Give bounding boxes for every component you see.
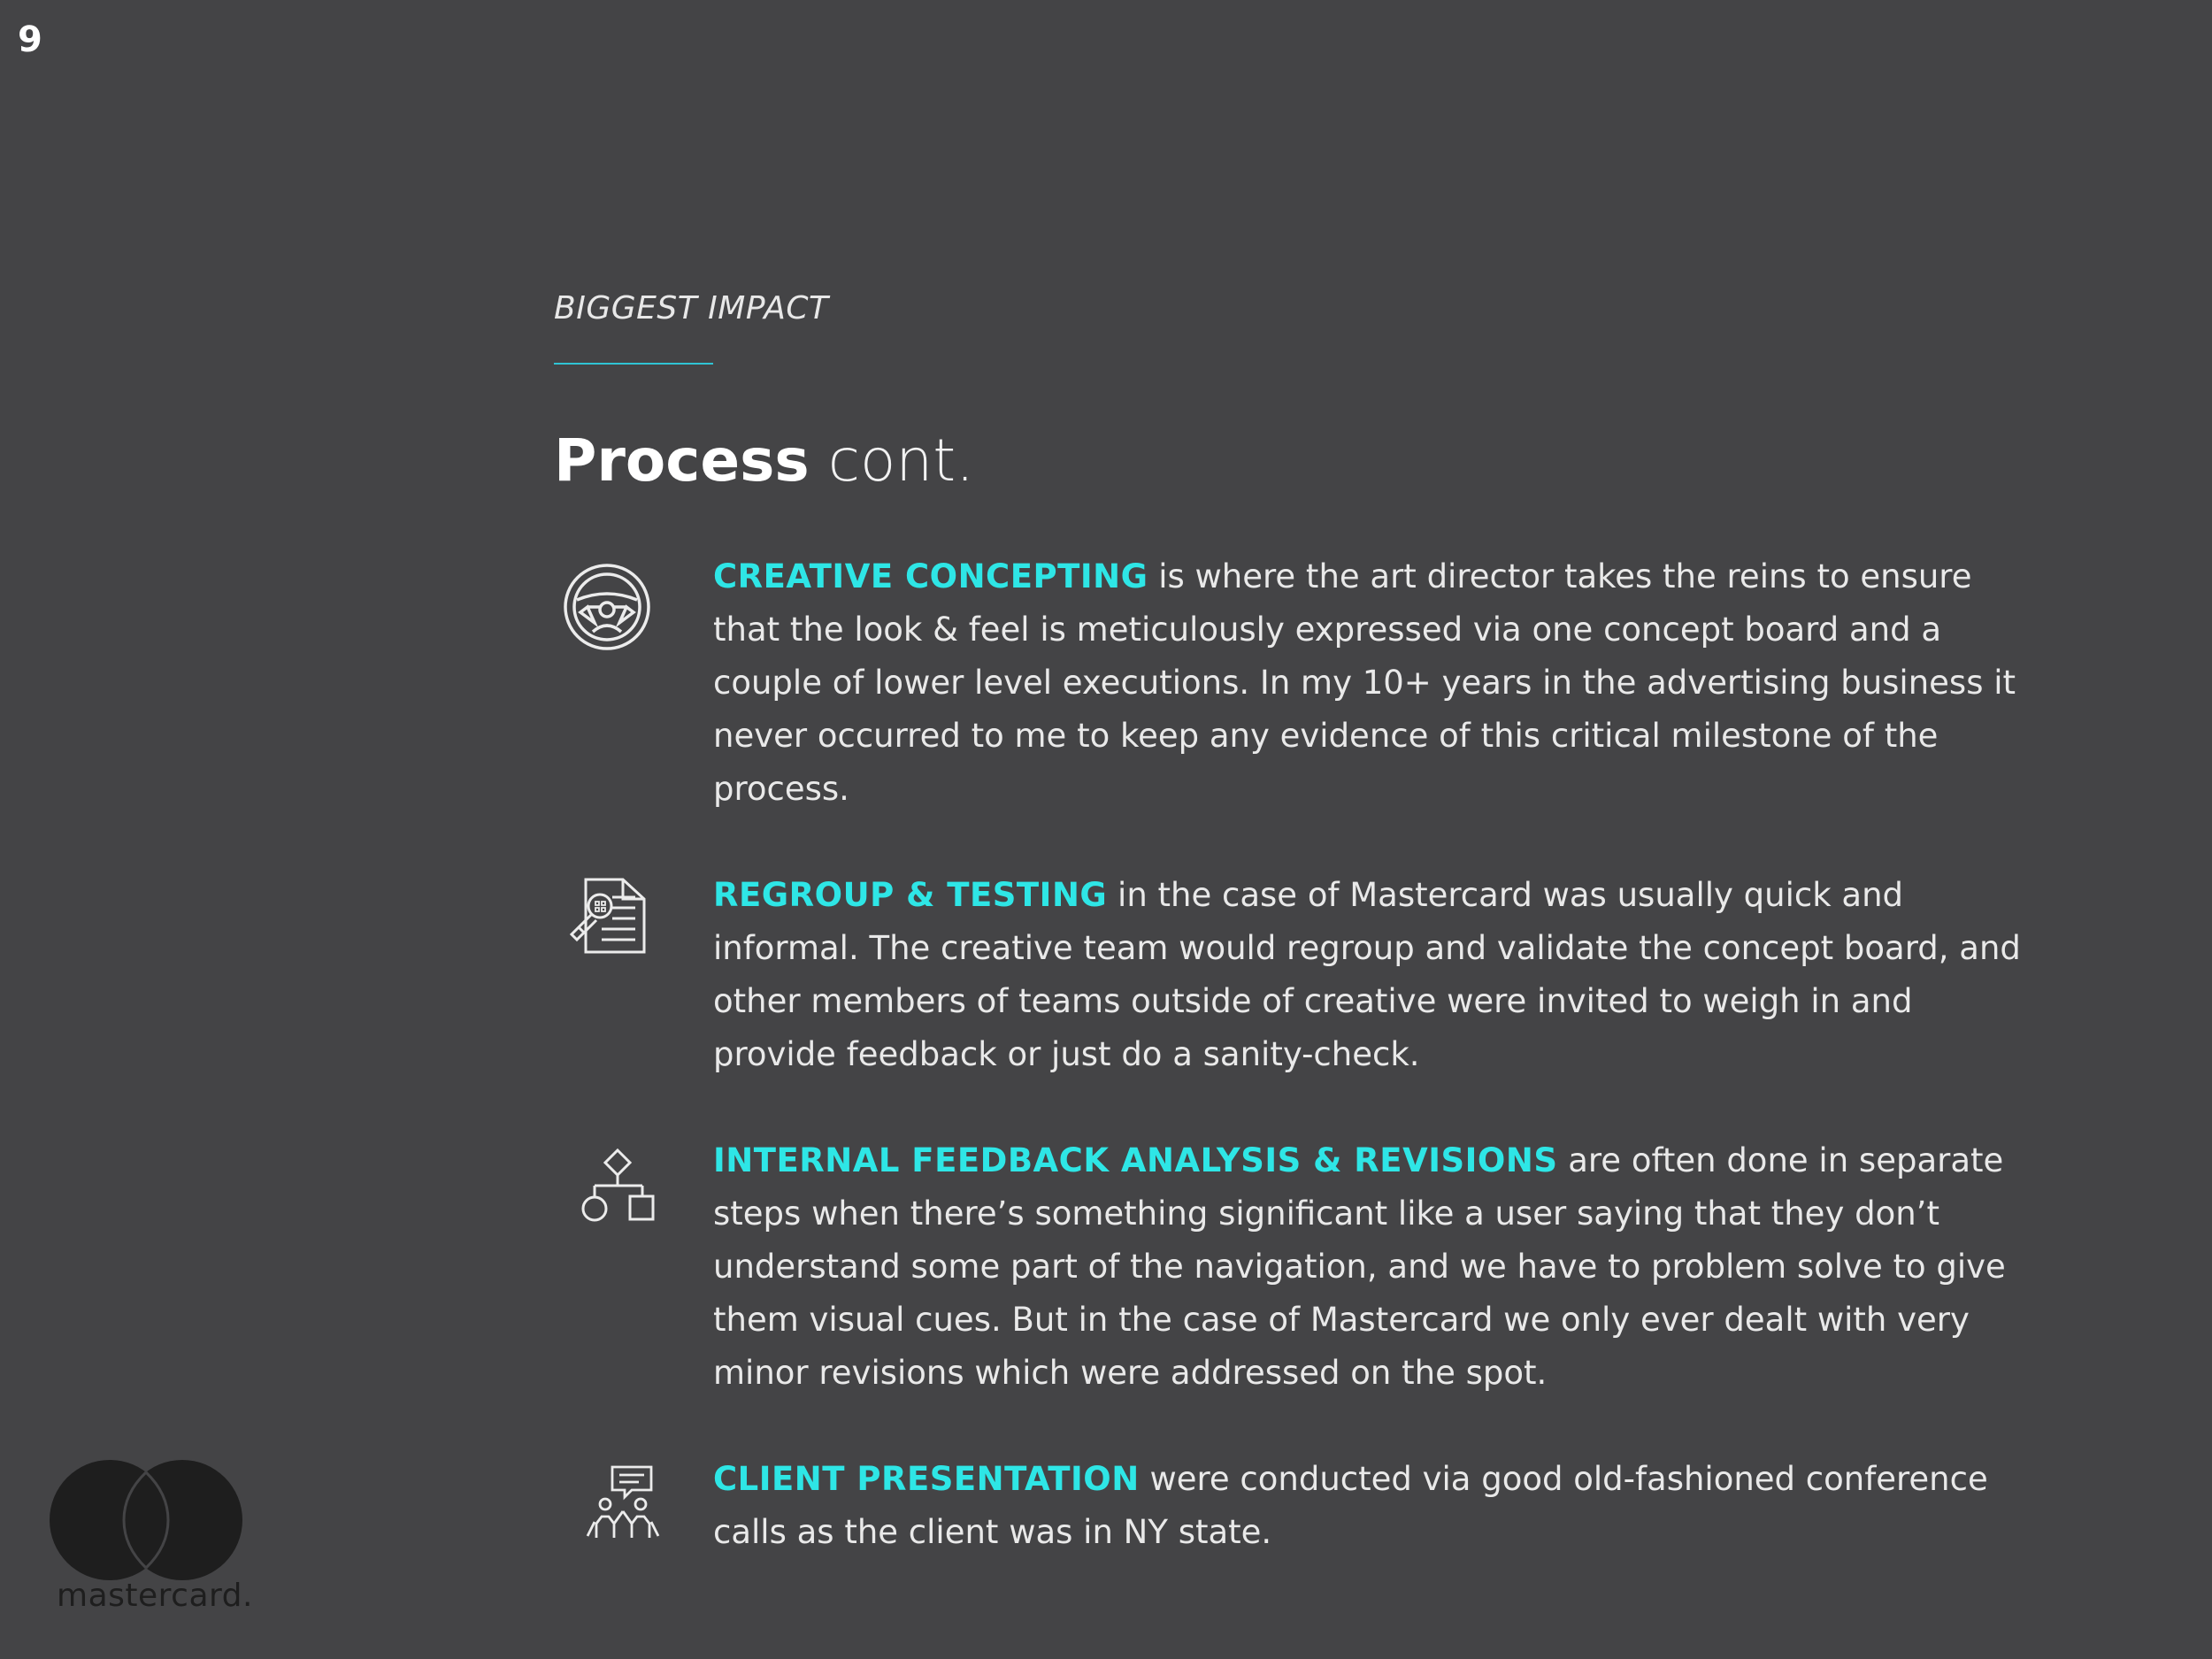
section-body: were conducted via good old-fashioned conference calls as the client was in NY state. — [713, 1460, 1988, 1551]
page-title-light: cont. — [827, 426, 975, 495]
section-client-presentation — [713, 1453, 2023, 1559]
document-magnifier-icon — [561, 876, 649, 956]
section-regroup-testing — [713, 869, 2023, 1081]
steering-wheel-icon — [561, 561, 653, 653]
section-lead: INTERNAL FEEDBACK ANALYSIS & REVISIONS — [713, 1141, 1558, 1179]
section-lead: REGROUP & TESTING — [713, 876, 1108, 914]
mastercard-wordmark: mastercard. — [57, 1578, 253, 1614]
section-eyebrow: BIGGEST IMPACT — [554, 290, 829, 326]
section-creative-concepting — [713, 550, 2023, 816]
section-internal-feedback — [713, 1134, 2023, 1400]
mastercard-logo-icon — [48, 1458, 251, 1582]
page-number: 9 — [18, 19, 42, 60]
section-body: are often done in separate steps when there’s something significant like a user saying that they don’t understand some part of the navigation, and we have to problem solve to give them visual cues. But in the case of Mastercard we only ever dealt with very minor revisions which were addressed on the spot. — [713, 1141, 2006, 1392]
eyebrow-divider — [554, 363, 713, 365]
flowchart-icon — [579, 1148, 658, 1225]
page-title-bold: Process — [554, 426, 810, 495]
section-body: in the case of Mastercard was usually quick and informal. The creative team would regroup and validate the concept board, and other members of teams outside of creative were invited to weigh in and provide feedback or just do a sanity-check. — [713, 876, 2021, 1073]
section-lead: CREATIVE CONCEPTING — [713, 557, 1148, 595]
section-lead: CLIENT PRESENTATION — [713, 1460, 1140, 1498]
people-chat-icon — [584, 1465, 664, 1541]
page-title — [554, 426, 974, 495]
section-body: is where the art director takes the reins to ensure that the look & feel is meticulously expressed via one concept board and a couple of lower level executions. In my 10+ years in the advertising business it never occurred to me to keep any evidence of this critical milestone of the process. — [713, 557, 2016, 808]
